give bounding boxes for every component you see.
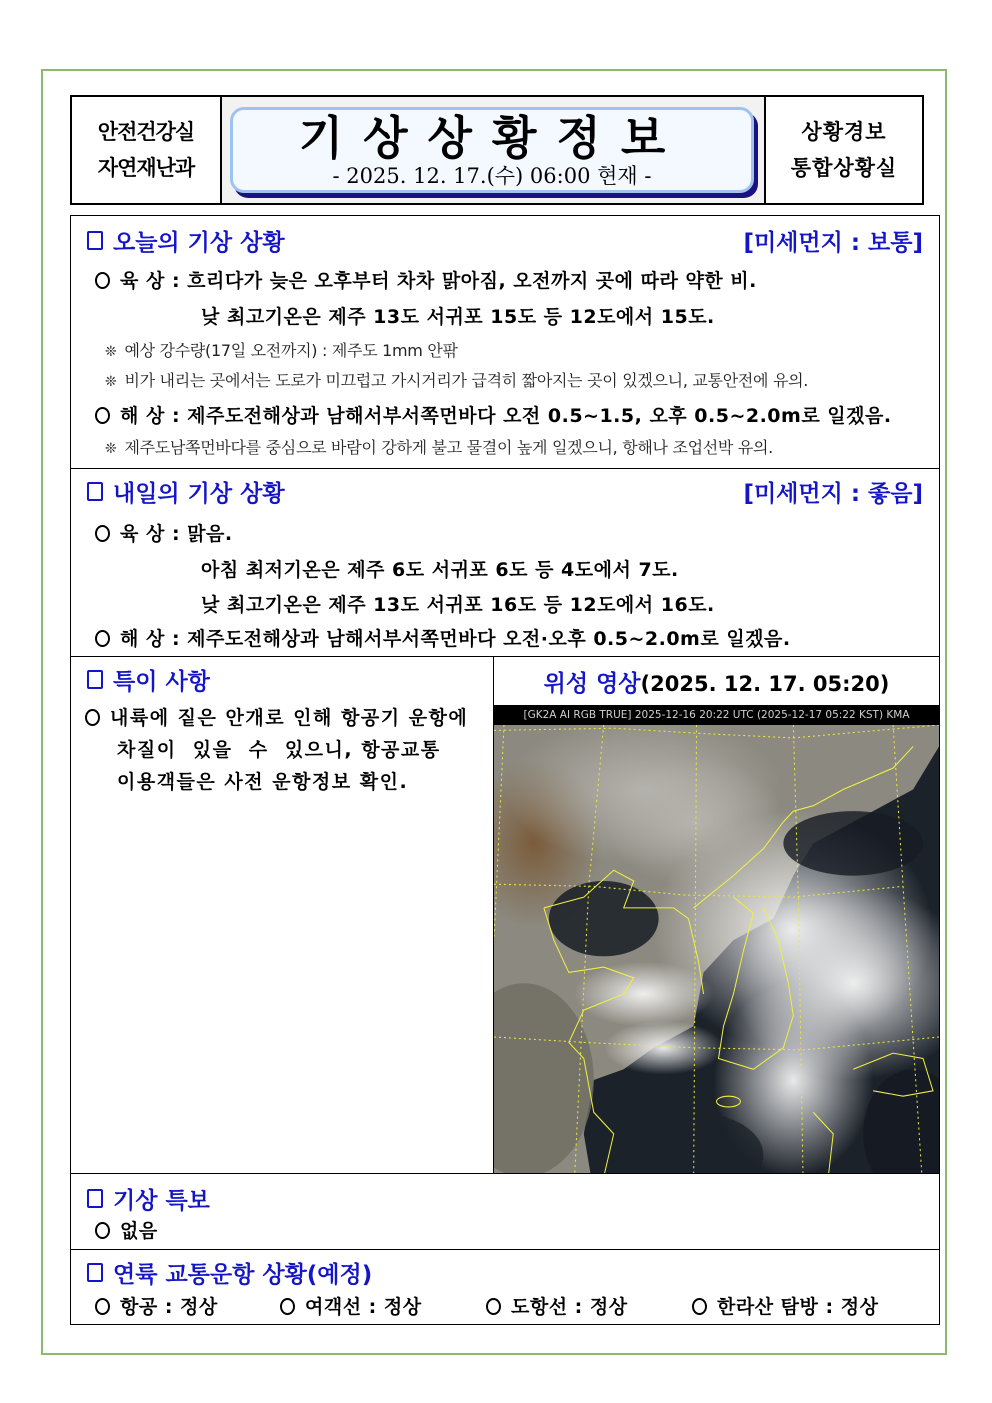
situation-room-line2: 통합상황실 bbox=[790, 156, 898, 180]
traffic-hallasan-status: 한라산 탐방 : 정상 bbox=[717, 1296, 879, 1318]
traffic-heading bbox=[87, 1256, 372, 1289]
special-line3: 이용객들은 사전 운항정보 확인. bbox=[117, 771, 409, 793]
title-banner bbox=[230, 107, 754, 193]
department-line1: 안전건강실 bbox=[97, 120, 195, 144]
reference-mark-icon: ❊ bbox=[105, 344, 117, 360]
situation-room bbox=[764, 97, 922, 203]
traffic-island-ferry bbox=[486, 1292, 628, 1319]
traffic-air bbox=[95, 1292, 218, 1319]
warnings-value-line bbox=[95, 1216, 158, 1243]
circle-bullet-icon bbox=[280, 1298, 295, 1315]
weather-warnings-section bbox=[71, 1174, 939, 1250]
today-note-precip bbox=[105, 338, 458, 361]
circle-bullet-icon bbox=[85, 709, 100, 726]
circle-bullet-icon bbox=[95, 1298, 110, 1315]
main-table bbox=[70, 215, 940, 1325]
circle-bullet-icon bbox=[692, 1298, 707, 1315]
today-note-road bbox=[105, 368, 808, 391]
satellite-caption-time: (2025. 12. 17. 05:20) bbox=[640, 672, 890, 696]
special-notes-section bbox=[71, 657, 494, 1174]
today-sea-line bbox=[95, 401, 892, 428]
traffic-hallasan bbox=[692, 1292, 878, 1319]
note-road-text: 비가 내리는 곳에서는 도로가 미끄럽고 가시거리가 급격히 짧아지는 곳이 있겠으니, 교통안전에 유의. bbox=[124, 371, 809, 390]
tomorrow-sea-line bbox=[95, 624, 791, 651]
checkbox-square-icon bbox=[87, 1263, 103, 1282]
satellite-image bbox=[494, 705, 939, 1173]
land-label: 육 상 : bbox=[120, 270, 181, 292]
special-heading-text: 특이 사항 bbox=[113, 669, 210, 695]
checkbox-square-icon bbox=[87, 1189, 103, 1208]
special-heading bbox=[87, 663, 210, 696]
tomorrow-land-line2: 아침 최저기온은 제주 6도 서귀포 6도 등 4도에서 7도. bbox=[201, 559, 679, 581]
tomorrow-heading bbox=[87, 475, 285, 508]
satellite-map-graphic bbox=[494, 725, 939, 1173]
today-sea-text: 제주도전해상과 남해서부서쪽먼바다 오전 0.5~1.5, 오후 0.5~2.0m로 일겠음. bbox=[187, 405, 892, 427]
checkbox-square-icon bbox=[87, 670, 103, 689]
today-section bbox=[71, 216, 939, 469]
today-fine-dust: [미세먼지 : 보통] bbox=[743, 230, 923, 256]
special-line1 bbox=[85, 703, 468, 730]
issuing-department bbox=[72, 97, 222, 203]
note-sea-text: 제주도남쪽먼바다를 중심으로 바람이 강하게 불고 물결이 높게 일겠으니, 항해나 조업선박 유의. bbox=[124, 438, 773, 457]
traffic-ferry bbox=[280, 1292, 422, 1319]
warnings-value: 없음 bbox=[120, 1220, 158, 1242]
circle-bullet-icon bbox=[95, 272, 110, 289]
tomorrow-fine-dust: [미세먼지 : 좋음] bbox=[743, 481, 923, 507]
tomorrow-sea-text: 제주도전해상과 남해서부서쪽먼바다 오전·오후 0.5~2.0m로 일겠음. bbox=[187, 628, 791, 650]
circle-bullet-icon bbox=[486, 1298, 501, 1315]
traffic-island-ferry-status: 도항선 : 정상 bbox=[511, 1296, 628, 1318]
reference-mark-icon: ❊ bbox=[105, 374, 117, 390]
note-precip-text: 예상 강수량(17일 오전까지) : 제주도 1mm 안팎 bbox=[124, 341, 458, 360]
tomorrow-land-line3: 낮 최고기온은 제주 13도 서귀포 16도 등 12도에서 16도. bbox=[201, 594, 715, 616]
traffic-air-status: 항공 : 정상 bbox=[120, 1296, 218, 1318]
tomorrow-heading-text: 내일의 기상 상황 bbox=[113, 481, 285, 507]
special-text1: 내륙에 짙은 안개로 인해 항공기 운항에 bbox=[110, 707, 469, 729]
page-title: 기상상황정보 bbox=[298, 111, 686, 165]
satellite-caption-label: 위성 영상 bbox=[543, 671, 641, 697]
title-area bbox=[222, 97, 764, 203]
today-land-text1: 흐리다가 늦은 오후부터 차차 맑아짐, 오전까지 곳에 따라 약한 비. bbox=[187, 270, 757, 292]
today-heading bbox=[87, 224, 285, 257]
today-land-line2: 낮 최고기온은 제주 13도 서귀포 15도 등 12도에서 15도. bbox=[201, 306, 715, 328]
checkbox-square-icon bbox=[87, 482, 103, 501]
reference-mark-icon: ❊ bbox=[105, 441, 117, 457]
circle-bullet-icon bbox=[95, 630, 110, 647]
circle-bullet-icon bbox=[95, 525, 110, 542]
traffic-section bbox=[71, 1250, 939, 1326]
tomorrow-section bbox=[71, 469, 939, 657]
issue-datetime: - 2025. 12. 17.(수) 06:00 현재 - bbox=[332, 164, 652, 188]
satellite-section bbox=[494, 657, 939, 1174]
today-heading-text: 오늘의 기상 상황 bbox=[113, 230, 285, 256]
warnings-heading bbox=[87, 1182, 210, 1215]
sea-label: 해 상 : bbox=[120, 405, 181, 427]
checkbox-square-icon bbox=[87, 231, 103, 250]
circle-bullet-icon bbox=[95, 1222, 110, 1239]
traffic-ferry-status: 여객선 : 정상 bbox=[305, 1296, 422, 1318]
circle-bullet-icon bbox=[95, 407, 110, 424]
tomorrow-land-line1 bbox=[95, 519, 233, 546]
land-label: 육 상 : bbox=[120, 523, 181, 545]
department-line2: 자연재난과 bbox=[97, 156, 195, 180]
document-header bbox=[70, 95, 924, 205]
tomorrow-land-text1: 맑음. bbox=[187, 523, 233, 545]
warnings-heading-text: 기상 특보 bbox=[113, 1188, 210, 1214]
special-line2: 차질이 있을 수 있으니, 항공교통 bbox=[117, 739, 441, 761]
situation-room-line1: 상황경보 bbox=[801, 120, 887, 144]
today-note-sea bbox=[105, 435, 773, 458]
sea-label: 해 상 : bbox=[120, 628, 181, 650]
traffic-heading-text: 연륙 교통운항 상황(예정) bbox=[113, 1262, 373, 1288]
today-land-line1 bbox=[95, 266, 757, 293]
satellite-image-bar: [GK2A AI RGB TRUE] 2025-12-16 20:22 UTC (2025-12-17 05:22 KST) KMA bbox=[494, 705, 939, 725]
satellite-caption bbox=[494, 665, 939, 698]
